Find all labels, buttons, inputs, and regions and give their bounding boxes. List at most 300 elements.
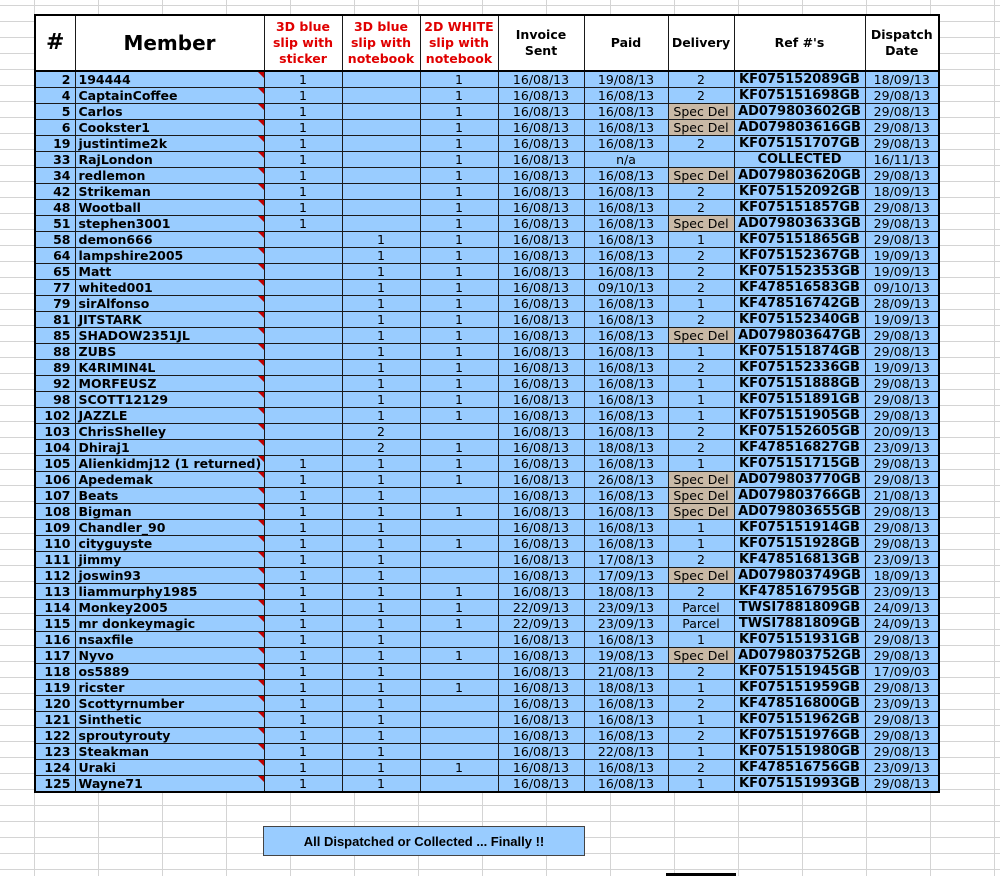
cell-member[interactable]: whited001 [75, 280, 264, 296]
cell-member[interactable]: Uraki [75, 760, 264, 776]
cell-invoice-sent[interactable]: 16/08/13 [498, 504, 584, 520]
cell-invoice-sent[interactable]: 16/08/13 [498, 520, 584, 536]
cell-paid[interactable]: 23/09/13 [584, 616, 668, 632]
cell-number[interactable]: 114 [35, 600, 75, 616]
cell-member[interactable]: demon666 [75, 232, 264, 248]
cell-ref[interactable]: KF075152605GB [734, 424, 865, 440]
cell-member[interactable]: Scottyrnumber [75, 696, 264, 712]
cell-white-notebook[interactable]: 1 [420, 264, 498, 280]
cell-invoice-sent[interactable]: 16/08/13 [498, 456, 584, 472]
cell-slip-notebook[interactable]: 1 [342, 632, 420, 648]
cell-dispatch-date[interactable]: 29/08/13 [865, 232, 939, 248]
cell-number[interactable]: 5 [35, 104, 75, 120]
cell-white-notebook[interactable]: 1 [420, 376, 498, 392]
cell-number[interactable]: 104 [35, 440, 75, 456]
cell-slip-notebook[interactable]: 1 [342, 312, 420, 328]
cell-slip-sticker[interactable]: 1 [264, 552, 342, 568]
cell-slip-notebook[interactable] [342, 184, 420, 200]
cell-delivery[interactable]: Spec Del [668, 120, 734, 136]
cell-dispatch-date[interactable]: 29/08/13 [865, 88, 939, 104]
cell-paid[interactable]: 16/08/13 [584, 712, 668, 728]
cell-member[interactable]: Steakman [75, 744, 264, 760]
cell-member[interactable]: joswin93 [75, 568, 264, 584]
cell-slip-notebook[interactable]: 1 [342, 664, 420, 680]
cell-white-notebook[interactable]: 1 [420, 584, 498, 600]
cell-invoice-sent[interactable]: 16/08/13 [498, 120, 584, 136]
cell-white-notebook[interactable]: 1 [420, 472, 498, 488]
cell-delivery[interactable]: 1 [668, 232, 734, 248]
cell-paid[interactable]: 16/08/13 [584, 104, 668, 120]
cell-delivery[interactable]: 2 [668, 264, 734, 280]
cell-paid[interactable]: 16/08/13 [584, 760, 668, 776]
cell-ref[interactable]: KF075151980GB [734, 744, 865, 760]
cell-dispatch-date[interactable]: 19/09/13 [865, 312, 939, 328]
cell-white-notebook[interactable]: 1 [420, 120, 498, 136]
column-header-member[interactable]: Member [75, 15, 264, 71]
cell-slip-sticker[interactable]: 1 [264, 520, 342, 536]
column-header-dispatch-date[interactable]: Dispatch Date [865, 15, 939, 71]
cell-member[interactable]: ZUBS [75, 344, 264, 360]
cell-ref[interactable]: AD079803766GB [734, 488, 865, 504]
cell-slip-sticker[interactable]: 1 [264, 616, 342, 632]
cell-slip-notebook[interactable] [342, 200, 420, 216]
cell-member[interactable]: Cookster1 [75, 120, 264, 136]
cell-invoice-sent[interactable]: 16/08/13 [498, 648, 584, 664]
cell-ref[interactable]: KF478516583GB [734, 280, 865, 296]
cell-ref[interactable]: KF075151707GB [734, 136, 865, 152]
cell-paid[interactable]: 16/08/13 [584, 120, 668, 136]
cell-white-notebook[interactable] [420, 728, 498, 744]
cell-number[interactable]: 122 [35, 728, 75, 744]
cell-slip-sticker[interactable]: 1 [264, 776, 342, 793]
cell-delivery[interactable]: 1 [668, 536, 734, 552]
cell-member[interactable]: Monkey2005 [75, 600, 264, 616]
cell-dispatch-date[interactable]: 29/08/13 [865, 776, 939, 793]
cell-white-notebook[interactable]: 1 [420, 760, 498, 776]
cell-slip-notebook[interactable]: 1 [342, 504, 420, 520]
cell-invoice-sent[interactable]: 16/08/13 [498, 216, 584, 232]
cell-slip-notebook[interactable]: 1 [342, 568, 420, 584]
column-header-slip-notebook[interactable]: 3D blue slip with notebook [342, 15, 420, 71]
cell-slip-notebook[interactable]: 1 [342, 248, 420, 264]
cell-ref[interactable]: KF075151865GB [734, 232, 865, 248]
cell-paid[interactable]: 16/08/13 [584, 136, 668, 152]
cell-paid[interactable]: 18/08/13 [584, 680, 668, 696]
cell-delivery[interactable]: 2 [668, 552, 734, 568]
cell-ref[interactable]: AD079803647GB [734, 328, 865, 344]
cell-paid[interactable]: 16/08/13 [584, 312, 668, 328]
cell-dispatch-date[interactable]: 28/09/13 [865, 296, 939, 312]
cell-invoice-sent[interactable]: 16/08/13 [498, 360, 584, 376]
cell-number[interactable]: 88 [35, 344, 75, 360]
cell-invoice-sent[interactable]: 16/08/13 [498, 344, 584, 360]
cell-slip-sticker[interactable]: 1 [264, 536, 342, 552]
cell-dispatch-date[interactable]: 29/08/13 [865, 504, 939, 520]
cell-dispatch-date[interactable]: 23/09/13 [865, 760, 939, 776]
cell-slip-notebook[interactable]: 1 [342, 376, 420, 392]
cell-slip-sticker[interactable] [264, 344, 342, 360]
cell-dispatch-date[interactable]: 29/08/13 [865, 712, 939, 728]
cell-number[interactable]: 123 [35, 744, 75, 760]
cell-slip-notebook[interactable]: 1 [342, 328, 420, 344]
cell-invoice-sent[interactable]: 16/08/13 [498, 328, 584, 344]
cell-member[interactable]: 194444 [75, 71, 264, 88]
cell-white-notebook[interactable]: 1 [420, 216, 498, 232]
cell-delivery[interactable]: Spec Del [668, 472, 734, 488]
cell-dispatch-date[interactable]: 16/11/13 [865, 152, 939, 168]
cell-paid[interactable]: 17/08/13 [584, 552, 668, 568]
cell-ref[interactable]: KF075152353GB [734, 264, 865, 280]
cell-member[interactable]: lampshire2005 [75, 248, 264, 264]
cell-white-notebook[interactable]: 1 [420, 680, 498, 696]
cell-dispatch-date[interactable]: 29/08/13 [865, 456, 939, 472]
cell-slip-notebook[interactable] [342, 120, 420, 136]
cell-invoice-sent[interactable]: 16/08/13 [498, 760, 584, 776]
cell-number[interactable]: 92 [35, 376, 75, 392]
cell-paid[interactable]: 16/08/13 [584, 216, 668, 232]
cell-white-notebook[interactable]: 1 [420, 248, 498, 264]
cell-ref[interactable]: KF075151993GB [734, 776, 865, 793]
cell-dispatch-date[interactable]: 09/10/13 [865, 280, 939, 296]
cell-invoice-sent[interactable]: 16/08/13 [498, 232, 584, 248]
cell-delivery[interactable]: 2 [668, 71, 734, 88]
column-header-paid[interactable]: Paid [584, 15, 668, 71]
cell-number[interactable]: 89 [35, 360, 75, 376]
cell-dispatch-date[interactable]: 24/09/13 [865, 616, 939, 632]
cell-number[interactable]: 124 [35, 760, 75, 776]
cell-slip-notebook[interactable]: 1 [342, 776, 420, 793]
cell-paid[interactable]: 18/08/13 [584, 584, 668, 600]
cell-dispatch-date[interactable]: 24/09/13 [865, 600, 939, 616]
cell-slip-sticker[interactable] [264, 328, 342, 344]
cell-slip-notebook[interactable]: 1 [342, 296, 420, 312]
cell-delivery[interactable]: Parcel [668, 616, 734, 632]
cell-slip-sticker[interactable] [264, 360, 342, 376]
cell-slip-sticker[interactable] [264, 296, 342, 312]
cell-delivery[interactable]: 1 [668, 392, 734, 408]
cell-white-notebook[interactable]: 1 [420, 456, 498, 472]
cell-slip-sticker[interactable] [264, 312, 342, 328]
cell-ref[interactable]: KF075151874GB [734, 344, 865, 360]
cell-slip-notebook[interactable]: 1 [342, 456, 420, 472]
cell-invoice-sent[interactable]: 16/08/13 [498, 680, 584, 696]
cell-ref[interactable]: KF075152367GB [734, 248, 865, 264]
cell-paid[interactable]: 17/09/13 [584, 568, 668, 584]
cell-number[interactable]: 6 [35, 120, 75, 136]
cell-delivery[interactable]: 2 [668, 280, 734, 296]
cell-delivery[interactable]: 1 [668, 520, 734, 536]
cell-paid[interactable]: 16/08/13 [584, 88, 668, 104]
cell-number[interactable]: 113 [35, 584, 75, 600]
cell-slip-notebook[interactable]: 1 [342, 360, 420, 376]
cell-white-notebook[interactable] [420, 488, 498, 504]
cell-ref[interactable]: KF075151857GB [734, 200, 865, 216]
cell-member[interactable]: Bigman [75, 504, 264, 520]
cell-ref[interactable]: KF075151914GB [734, 520, 865, 536]
cell-slip-sticker[interactable] [264, 376, 342, 392]
cell-member[interactable]: Alienkidmj12 (1 returned) [75, 456, 264, 472]
cell-slip-notebook[interactable]: 1 [342, 616, 420, 632]
cell-ref[interactable]: KF075151928GB [734, 536, 865, 552]
cell-ref[interactable]: KF075152340GB [734, 312, 865, 328]
cell-invoice-sent[interactable]: 16/08/13 [498, 728, 584, 744]
cell-paid[interactable]: 26/08/13 [584, 472, 668, 488]
cell-ref[interactable]: KF075152089GB [734, 71, 865, 88]
cell-member[interactable]: Beats [75, 488, 264, 504]
cell-number[interactable]: 64 [35, 248, 75, 264]
cell-number[interactable]: 121 [35, 712, 75, 728]
cell-white-notebook[interactable]: 1 [420, 392, 498, 408]
cell-paid[interactable]: 16/08/13 [584, 360, 668, 376]
cell-delivery[interactable]: 2 [668, 88, 734, 104]
cell-paid[interactable]: 21/08/13 [584, 664, 668, 680]
cell-number[interactable]: 117 [35, 648, 75, 664]
cell-paid[interactable]: 23/09/13 [584, 600, 668, 616]
cell-invoice-sent[interactable]: 16/08/13 [498, 744, 584, 760]
cell-number[interactable]: 120 [35, 696, 75, 712]
cell-white-notebook[interactable]: 1 [420, 344, 498, 360]
cell-ref[interactable]: KF075151888GB [734, 376, 865, 392]
cell-dispatch-date[interactable]: 29/08/13 [865, 744, 939, 760]
cell-dispatch-date[interactable]: 29/08/13 [865, 376, 939, 392]
cell-invoice-sent[interactable]: 16/08/13 [498, 776, 584, 793]
cell-dispatch-date[interactable]: 23/09/13 [865, 584, 939, 600]
cell-paid[interactable]: 09/10/13 [584, 280, 668, 296]
cell-ref[interactable]: KF075151891GB [734, 392, 865, 408]
cell-slip-sticker[interactable]: 1 [264, 680, 342, 696]
cell-slip-notebook[interactable] [342, 152, 420, 168]
cell-invoice-sent[interactable]: 16/08/13 [498, 632, 584, 648]
cell-white-notebook[interactable]: 1 [420, 168, 498, 184]
cell-number[interactable]: 105 [35, 456, 75, 472]
cell-ref[interactable]: AD079803770GB [734, 472, 865, 488]
cell-ref[interactable]: TWSI7881809GB [734, 616, 865, 632]
cell-delivery[interactable]: Parcel [668, 600, 734, 616]
cell-slip-notebook[interactable]: 1 [342, 760, 420, 776]
cell-delivery[interactable]: 1 [668, 296, 734, 312]
cell-slip-sticker[interactable]: 1 [264, 104, 342, 120]
cell-paid[interactable]: 16/08/13 [584, 536, 668, 552]
cell-member[interactable]: Apedemak [75, 472, 264, 488]
cell-paid[interactable]: 16/08/13 [584, 520, 668, 536]
cell-ref[interactable]: AD079803620GB [734, 168, 865, 184]
cell-slip-sticker[interactable] [264, 440, 342, 456]
cell-slip-sticker[interactable]: 1 [264, 71, 342, 88]
status-message-cell[interactable]: All Dispatched or Collected ... Finally !! [263, 826, 585, 856]
cell-number[interactable]: 51 [35, 216, 75, 232]
cell-white-notebook[interactable]: 1 [420, 648, 498, 664]
cell-member[interactable]: Matt [75, 264, 264, 280]
cell-slip-sticker[interactable] [264, 264, 342, 280]
cell-number[interactable]: 102 [35, 408, 75, 424]
cell-member[interactable]: CaptainCoffee [75, 88, 264, 104]
cell-member[interactable]: mr donkeymagic [75, 616, 264, 632]
cell-dispatch-date[interactable]: 23/09/13 [865, 552, 939, 568]
cell-delivery[interactable]: 2 [668, 760, 734, 776]
cell-white-notebook[interactable]: 1 [420, 360, 498, 376]
cell-member[interactable]: Carlos [75, 104, 264, 120]
cell-slip-sticker[interactable]: 1 [264, 152, 342, 168]
cell-ref[interactable]: KF075151698GB [734, 88, 865, 104]
cell-member[interactable]: Strikeman [75, 184, 264, 200]
cell-slip-notebook[interactable]: 1 [342, 488, 420, 504]
cell-slip-notebook[interactable]: 1 [342, 552, 420, 568]
cell-slip-sticker[interactable]: 1 [264, 568, 342, 584]
cell-dispatch-date[interactable]: 29/08/13 [865, 200, 939, 216]
cell-ref[interactable]: KF075151976GB [734, 728, 865, 744]
cell-dispatch-date[interactable]: 29/08/13 [865, 680, 939, 696]
cell-ref[interactable]: TWSI7881809GB [734, 600, 865, 616]
cell-ref[interactable]: KF478516795GB [734, 584, 865, 600]
cell-dispatch-date[interactable]: 18/09/13 [865, 71, 939, 88]
cell-dispatch-date[interactable]: 29/08/13 [865, 408, 939, 424]
cell-member[interactable]: Chandler_90 [75, 520, 264, 536]
cell-member[interactable]: ricster [75, 680, 264, 696]
cell-paid[interactable]: 16/08/13 [584, 264, 668, 280]
cell-white-notebook[interactable]: 1 [420, 440, 498, 456]
cell-dispatch-date[interactable]: 19/09/13 [865, 264, 939, 280]
cell-ref[interactable]: AD079803616GB [734, 120, 865, 136]
cell-white-notebook[interactable] [420, 552, 498, 568]
cell-ref[interactable]: KF075151715GB [734, 456, 865, 472]
cell-delivery[interactable]: 1 [668, 680, 734, 696]
cell-invoice-sent[interactable]: 16/08/13 [498, 568, 584, 584]
cell-paid[interactable]: 16/08/13 [584, 456, 668, 472]
cell-paid[interactable]: 16/08/13 [584, 488, 668, 504]
cell-ref[interactable]: AD079803655GB [734, 504, 865, 520]
cell-invoice-sent[interactable]: 16/08/13 [498, 71, 584, 88]
cell-dispatch-date[interactable]: 29/08/13 [865, 392, 939, 408]
cell-slip-notebook[interactable]: 1 [342, 696, 420, 712]
cell-member[interactable]: cityguyste [75, 536, 264, 552]
cell-slip-sticker[interactable] [264, 408, 342, 424]
cell-dispatch-date[interactable]: 29/08/13 [865, 472, 939, 488]
cell-paid[interactable]: 16/08/13 [584, 296, 668, 312]
cell-ref[interactable]: COLLECTED [734, 152, 865, 168]
cell-number[interactable]: 111 [35, 552, 75, 568]
cell-slip-sticker[interactable]: 1 [264, 504, 342, 520]
column-header-delivery[interactable]: Delivery [668, 15, 734, 71]
cell-white-notebook[interactable]: 1 [420, 104, 498, 120]
cell-paid[interactable]: 16/08/13 [584, 776, 668, 793]
cell-slip-sticker[interactable] [264, 248, 342, 264]
cell-delivery[interactable]: 2 [668, 360, 734, 376]
cell-slip-notebook[interactable]: 1 [342, 680, 420, 696]
cell-invoice-sent[interactable]: 22/09/13 [498, 600, 584, 616]
cell-dispatch-date[interactable]: 29/08/13 [865, 536, 939, 552]
cell-delivery[interactable]: Spec Del [668, 104, 734, 120]
cell-invoice-sent[interactable]: 16/08/13 [498, 552, 584, 568]
cell-dispatch-date[interactable]: 29/08/13 [865, 632, 939, 648]
column-header-ref[interactable]: Ref #'s [734, 15, 865, 71]
cell-ref[interactable]: KF075151959GB [734, 680, 865, 696]
cell-slip-notebook[interactable]: 1 [342, 520, 420, 536]
cell-delivery[interactable]: Spec Del [668, 568, 734, 584]
cell-paid[interactable]: 22/08/13 [584, 744, 668, 760]
cell-delivery[interactable]: Spec Del [668, 648, 734, 664]
cell-white-notebook[interactable]: 1 [420, 71, 498, 88]
cell-invoice-sent[interactable]: 16/08/13 [498, 152, 584, 168]
cell-slip-notebook[interactable] [342, 216, 420, 232]
cell-paid[interactable]: 19/08/13 [584, 648, 668, 664]
column-header-number[interactable]: # [35, 15, 75, 71]
cell-number[interactable]: 119 [35, 680, 75, 696]
cell-ref[interactable]: KF478516827GB [734, 440, 865, 456]
cell-invoice-sent[interactable]: 16/08/13 [498, 424, 584, 440]
cell-delivery[interactable]: 2 [668, 248, 734, 264]
cell-member[interactable]: MORFEUSZ [75, 376, 264, 392]
cell-slip-notebook[interactable]: 1 [342, 232, 420, 248]
cell-invoice-sent[interactable]: 16/08/13 [498, 264, 584, 280]
cell-slip-notebook[interactable]: 1 [342, 744, 420, 760]
cell-ref[interactable]: KF075151945GB [734, 664, 865, 680]
cell-paid[interactable]: 16/08/13 [584, 504, 668, 520]
cell-paid[interactable]: 18/08/13 [584, 440, 668, 456]
cell-ref[interactable]: AD079803749GB [734, 568, 865, 584]
cell-number[interactable]: 33 [35, 152, 75, 168]
cell-delivery[interactable]: 2 [668, 312, 734, 328]
cell-member[interactable]: Wayne71 [75, 776, 264, 793]
cell-ref[interactable]: KF478516742GB [734, 296, 865, 312]
cell-ref[interactable]: KF075152336GB [734, 360, 865, 376]
cell-slip-notebook[interactable] [342, 88, 420, 104]
cell-paid[interactable]: 16/08/13 [584, 200, 668, 216]
cell-delivery[interactable]: 1 [668, 712, 734, 728]
cell-white-notebook[interactable] [420, 520, 498, 536]
cell-number[interactable]: 65 [35, 264, 75, 280]
cell-number[interactable]: 106 [35, 472, 75, 488]
cell-delivery[interactable]: 2 [668, 584, 734, 600]
cell-number[interactable]: 79 [35, 296, 75, 312]
cell-paid[interactable]: 16/08/13 [584, 344, 668, 360]
cell-white-notebook[interactable]: 1 [420, 280, 498, 296]
cell-number[interactable]: 2 [35, 71, 75, 88]
cell-number[interactable]: 81 [35, 312, 75, 328]
cell-paid[interactable]: 16/08/13 [584, 632, 668, 648]
cell-number[interactable]: 58 [35, 232, 75, 248]
cell-delivery[interactable]: 1 [668, 776, 734, 793]
cell-slip-notebook[interactable]: 1 [342, 344, 420, 360]
cell-invoice-sent[interactable]: 16/08/13 [498, 312, 584, 328]
cell-delivery[interactable]: 1 [668, 344, 734, 360]
cell-delivery[interactable]: 2 [668, 440, 734, 456]
cell-white-notebook[interactable]: 1 [420, 296, 498, 312]
cell-invoice-sent[interactable]: 16/08/13 [498, 88, 584, 104]
cell-invoice-sent[interactable]: 16/08/13 [498, 168, 584, 184]
cell-white-notebook[interactable] [420, 744, 498, 760]
cell-member[interactable]: Wootball [75, 200, 264, 216]
cell-white-notebook[interactable]: 1 [420, 152, 498, 168]
cell-invoice-sent[interactable]: 16/08/13 [498, 392, 584, 408]
cell-invoice-sent[interactable]: 16/08/13 [498, 488, 584, 504]
cell-paid[interactable]: 16/08/13 [584, 392, 668, 408]
cell-slip-sticker[interactable]: 1 [264, 136, 342, 152]
cell-ref[interactable]: KF075151931GB [734, 632, 865, 648]
cell-slip-sticker[interactable] [264, 232, 342, 248]
cell-dispatch-date[interactable]: 29/08/13 [865, 216, 939, 232]
cell-invoice-sent[interactable]: 16/08/13 [498, 280, 584, 296]
cell-invoice-sent[interactable]: 16/08/13 [498, 472, 584, 488]
cell-delivery[interactable]: Spec Del [668, 168, 734, 184]
cell-invoice-sent[interactable]: 16/08/13 [498, 248, 584, 264]
cell-white-notebook[interactable]: 1 [420, 408, 498, 424]
cell-member[interactable]: nsaxfile [75, 632, 264, 648]
cell-white-notebook[interactable]: 1 [420, 88, 498, 104]
cell-number[interactable]: 34 [35, 168, 75, 184]
cell-member[interactable]: JITSTARK [75, 312, 264, 328]
cell-slip-notebook[interactable] [342, 168, 420, 184]
cell-slip-sticker[interactable]: 1 [264, 88, 342, 104]
